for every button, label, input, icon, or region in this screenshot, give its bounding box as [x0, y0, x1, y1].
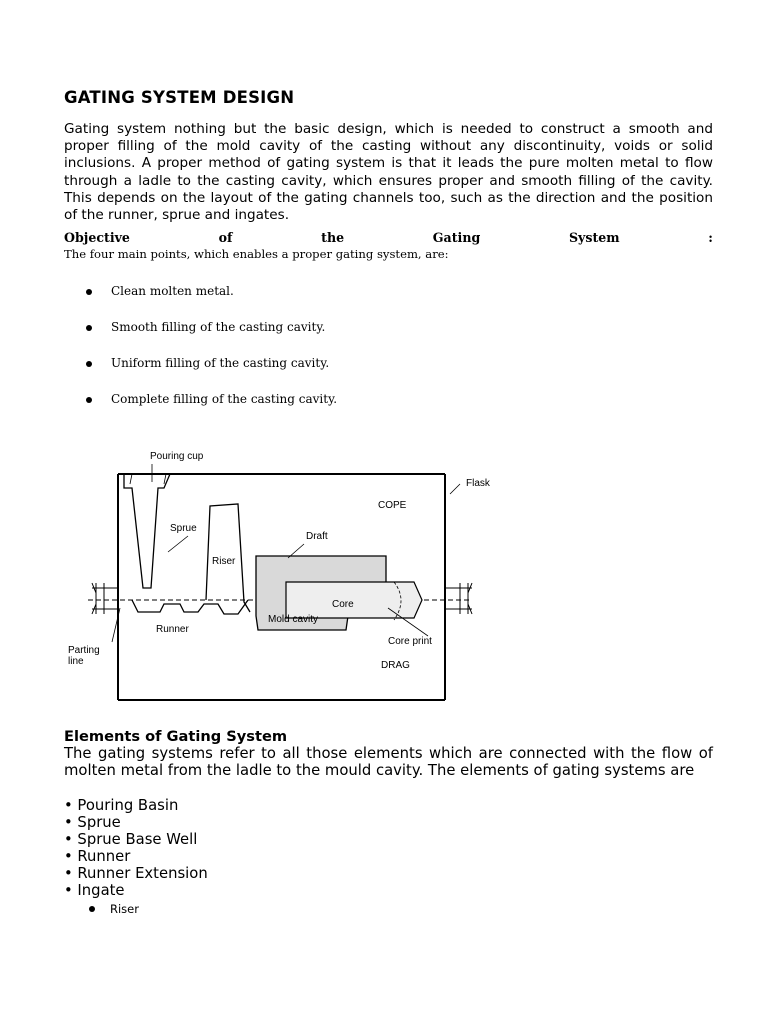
pouring-cup: [130, 474, 166, 484]
objective-word: Gating: [432, 230, 481, 245]
label-draft: Draft: [306, 531, 328, 542]
elements-heading: Elements of Gating System: [64, 728, 288, 745]
label-parting: Parting: [68, 645, 100, 656]
bullet-text: Smooth filling of the casting cavity.: [111, 320, 326, 334]
bullet-text: Uniform filling of the casting cavity.: [111, 356, 330, 370]
runner-channel: [132, 600, 248, 614]
label-drag: DRAG: [381, 660, 410, 671]
bullet-dot: [86, 289, 92, 295]
label-line: line: [68, 656, 84, 667]
objective-word: :: [708, 230, 713, 245]
objective-lead: The four main points, which enables a proper gating system, are:: [64, 247, 449, 261]
label-mold-cavity: Mold cavity: [268, 614, 319, 625]
leader-sprue: [168, 536, 188, 552]
label-flask: Flask: [466, 478, 490, 489]
bullet-dot: [89, 906, 95, 912]
label-pouring-cup: Pouring cup: [150, 451, 204, 462]
label-runner: Runner: [156, 624, 189, 635]
objective-word: System: [568, 230, 620, 245]
objective-word: the: [321, 230, 345, 245]
riser-text: Riser: [110, 902, 139, 916]
list-item: • Sprue: [64, 814, 121, 831]
list-item: • Runner: [64, 848, 131, 865]
bullet-dot: [86, 325, 92, 331]
left-flask-pin: [92, 583, 118, 614]
objective-heading: [64, 230, 713, 245]
bullet-text: Clean molten metal.: [111, 284, 234, 298]
right-flask-pin: [445, 583, 472, 614]
list-item: • Runner Extension: [64, 865, 208, 882]
label-cope: COPE: [378, 500, 407, 511]
page-title: GATING SYSTEM DESIGN: [64, 88, 295, 107]
gating-system-diagram: [68, 444, 508, 704]
list-item: • Sprue Base Well: [64, 831, 198, 848]
leader-flask: [450, 484, 460, 494]
label-riser: Riser: [212, 556, 236, 567]
label-core-print: Core print: [388, 636, 432, 647]
elements-paragraph: The gating systems refer to all those elements which are connected with the flow of molten metal from the ladle to the mould cavity. The elements of gating systems are: [64, 745, 713, 779]
elements-list: [64, 797, 208, 899]
bullet-dot: [86, 397, 92, 403]
objective-word: of: [218, 230, 233, 245]
core-shape: [286, 582, 422, 618]
label-core: Core: [332, 599, 354, 610]
label-sprue: Sprue: [170, 523, 197, 534]
intro-paragraph: Gating system nothing but the basic design, which is needed to construct a smooth and proper filling of the mold cavity of the casting without any discontinuity, voids or solid inclusions. A proper method of gating system is that it leads the pure molten metal to flow through a ladle to the casting cavity, which ensures proper and smooth filling of the cavity. This depends on the layout of the gating channels too, such as the direction and the position of the runner, sprue and ingates.: [64, 121, 713, 224]
objective-word: Objective: [64, 230, 130, 245]
bullet-text: Complete filling of the casting cavity.: [111, 392, 338, 406]
list-item: • Pouring Basin: [64, 797, 179, 814]
sprue-channel: [124, 474, 170, 588]
list-item: • Ingate: [64, 882, 125, 899]
bullet-dot: [86, 361, 92, 367]
